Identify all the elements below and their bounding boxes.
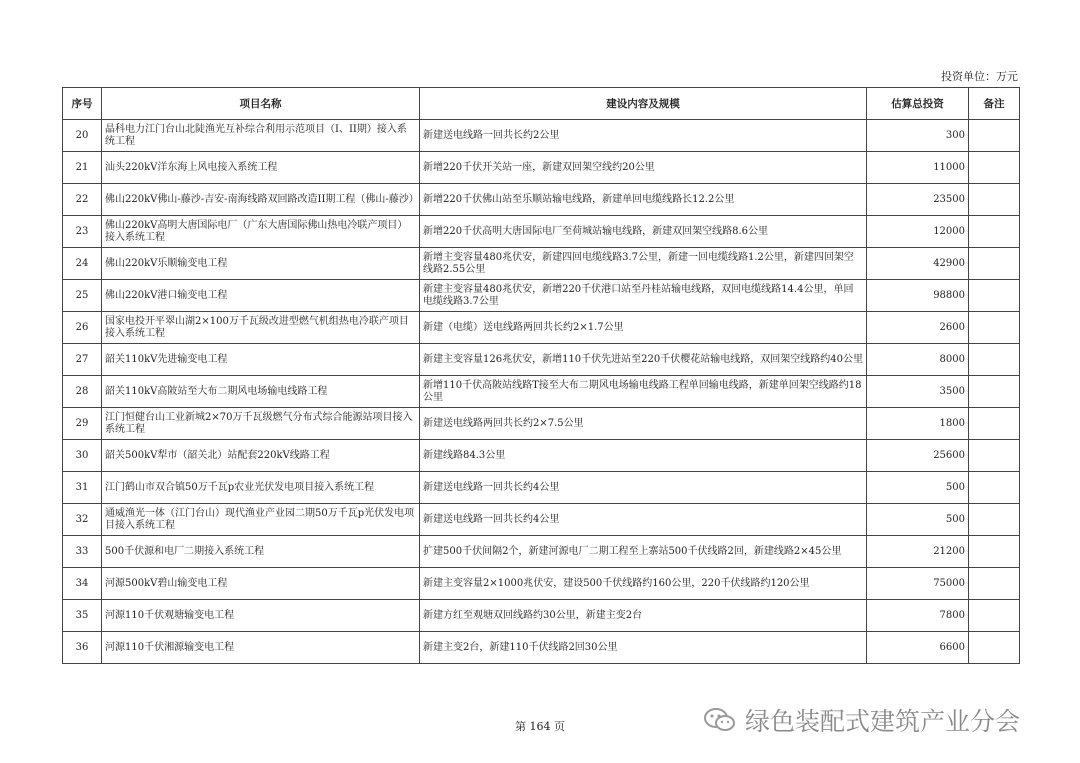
cell-name: 佛山220kV港口输变电工程 — [102, 280, 420, 312]
watermark — [703, 702, 1020, 738]
cell-name: 河源110千伏湘源输变电工程 — [102, 632, 420, 664]
cell-investment: 42900 — [867, 248, 969, 280]
header-investment: 估算总投资 — [867, 88, 969, 120]
cell-no: 33 — [63, 536, 102, 568]
cell-name: 江门鹤山市双合镇50万千瓦p农业光伏发电项目接入系统工程 — [102, 472, 420, 504]
cell-content: 新增220千伏开关站一座，新建双回架空线约20公里 — [420, 152, 867, 184]
cell-remark — [969, 440, 1020, 472]
header-no: 序号 — [63, 88, 102, 120]
table-row — [63, 600, 1020, 632]
cell-no: 31 — [63, 472, 102, 504]
table-row — [63, 248, 1020, 280]
cell-content: 新增110千伏高陂站线路T接至大布二期风电场输电线路工程单回输电线路，新建单回架空线路约18公里 — [420, 376, 867, 408]
cell-content: 新增220千伏高明大唐国际电厂至荷城站输电线路，新建双回架空线路8.6公里 — [420, 216, 867, 248]
cell-remark — [969, 472, 1020, 504]
cell-investment: 7800 — [867, 600, 969, 632]
cell-no: 23 — [63, 216, 102, 248]
cell-name: 500千伏源和电厂二期接入系统工程 — [102, 536, 420, 568]
header-name: 项目名称 — [102, 88, 420, 120]
cell-investment: 2600 — [867, 312, 969, 344]
cell-content: 新建送电线路一回共长约2公里 — [420, 120, 867, 152]
cell-remark — [969, 376, 1020, 408]
cell-content: 新建送电线路两回共长约2×7.5公里 — [420, 408, 867, 440]
cell-investment: 1800 — [867, 408, 969, 440]
cell-no: 29 — [63, 408, 102, 440]
cell-no: 32 — [63, 504, 102, 536]
cell-no: 21 — [63, 152, 102, 184]
cell-no: 24 — [63, 248, 102, 280]
table-row — [63, 120, 1020, 152]
cell-name: 国家电投开平翠山湖2×100万千瓦级改进型燃气机组热电冷联产项目接入系统工程 — [102, 312, 420, 344]
cell-name: 江门恒健台山工业新城2×70万千瓦级燃气分布式综合能源站项目接入系统工程 — [102, 408, 420, 440]
cell-content: 新建送电线路一回共长约4公里 — [420, 472, 867, 504]
cell-remark — [969, 632, 1020, 664]
cell-content: 新建主变容量480兆伏安，新增220千伏港口站至丹桂站输电线路，双回电缆线路14.4公里，单回电缆线路3.7公里 — [420, 280, 867, 312]
cell-content: 新增220千伏佛山站至乐顺站输电线路，新建单回电缆线路长12.2公里 — [420, 184, 867, 216]
cell-investment: 75000 — [867, 568, 969, 600]
cell-content: 新建主变容量126兆伏安，新增110千伏先进站至220千伏樱花站输电线路，双回架空线路约40公里 — [420, 344, 867, 376]
cell-name: 韶关110kV高陂站至大布二期风电场输电线路工程 — [102, 376, 420, 408]
cell-remark — [969, 536, 1020, 568]
wechat-icon — [703, 707, 737, 733]
cell-content: 新建线路84.3公里 — [420, 440, 867, 472]
cell-investment: 500 — [867, 504, 969, 536]
cell-no: 25 — [63, 280, 102, 312]
cell-name: 佛山220kV佛山-藤沙-吉安-南海线路双回路改造II期工程（佛山-藤沙） — [102, 184, 420, 216]
cell-content: 新建主变容量2×1000兆伏安，建设500千伏线路约160公里，220千伏线路约120公里 — [420, 568, 867, 600]
cell-remark — [969, 504, 1020, 536]
cell-name: 河源110千伏观塘输变电工程 — [102, 600, 420, 632]
cell-remark — [969, 216, 1020, 248]
table-row — [63, 216, 1020, 248]
table-row — [63, 376, 1020, 408]
cell-content: 新建主变2台，新建110千伏线路2回30公里 — [420, 632, 867, 664]
header-remark: 备注 — [969, 88, 1020, 120]
table-row — [63, 568, 1020, 600]
page-number: 第 164 页 — [515, 720, 565, 733]
table-row — [63, 632, 1020, 664]
cell-remark — [969, 408, 1020, 440]
cell-investment: 21200 — [867, 536, 969, 568]
cell-investment: 23500 — [867, 184, 969, 216]
cell-no: 26 — [63, 312, 102, 344]
cell-name: 通威渔光一体（江门台山）现代渔业产业园二期50万千瓦p光伏发电项目接入系统工程 — [102, 504, 420, 536]
cell-content: 新建送电线路一回共长约4公里 — [420, 504, 867, 536]
cell-no: 35 — [63, 600, 102, 632]
cell-name: 汕头220kV洋东海上风电接入系统工程 — [102, 152, 420, 184]
table-row — [63, 280, 1020, 312]
table-row — [63, 344, 1020, 376]
header-content: 建设内容及规模 — [420, 88, 867, 120]
cell-investment: 300 — [867, 120, 969, 152]
table-row — [63, 184, 1020, 216]
cell-investment: 12000 — [867, 216, 969, 248]
cell-content: 扩建500千伏间隔2个，新建河源电厂二期工程至上寨站500千伏线路2回，新建线路2×45公里 — [420, 536, 867, 568]
watermark-text: 绿色装配式建筑产业分会 — [745, 707, 1021, 736]
cell-name: 佛山220kV高明大唐国际电厂（广东大唐国际佛山热电冷联产项目）接入系统工程 — [102, 216, 420, 248]
cell-name: 河源500kV碧山输变电工程 — [102, 568, 420, 600]
cell-investment: 98800 — [867, 280, 969, 312]
cell-remark — [969, 280, 1020, 312]
cell-investment: 500 — [867, 472, 969, 504]
project-table — [62, 87, 1020, 664]
cell-no: 20 — [63, 120, 102, 152]
cell-remark — [969, 184, 1020, 216]
cell-remark — [969, 344, 1020, 376]
table-row — [63, 312, 1020, 344]
cell-remark — [969, 152, 1020, 184]
cell-no: 22 — [63, 184, 102, 216]
cell-no: 27 — [63, 344, 102, 376]
cell-investment: 3500 — [867, 376, 969, 408]
cell-remark — [969, 312, 1020, 344]
table-row — [63, 440, 1020, 472]
cell-remark — [969, 600, 1020, 632]
cell-investment: 11000 — [867, 152, 969, 184]
cell-remark — [969, 568, 1020, 600]
cell-investment: 6600 — [867, 632, 969, 664]
table-row — [63, 536, 1020, 568]
table-row — [63, 152, 1020, 184]
table-row — [63, 504, 1020, 536]
cell-content: 新建（电缆）送电线路两回共长约2×1.7公里 — [420, 312, 867, 344]
table-header-row — [63, 88, 1020, 120]
table-row — [63, 408, 1020, 440]
cell-no: 34 — [63, 568, 102, 600]
cell-name: 佛山220kV乐顺输变电工程 — [102, 248, 420, 280]
cell-remark — [969, 120, 1020, 152]
cell-no: 36 — [63, 632, 102, 664]
cell-name: 韶关500kV犁市（韶关北）站配套220kV线路工程 — [102, 440, 420, 472]
investment-unit-label: 投资单位：万元 — [941, 70, 1018, 83]
cell-content: 新建方红至观塘双回线路约30公里，新建主变2台 — [420, 600, 867, 632]
cell-remark — [969, 248, 1020, 280]
table-row — [63, 472, 1020, 504]
table-body — [63, 120, 1020, 664]
cell-content: 新增主变容量480兆伏安，新建四回电缆线路3.7公里，新建一回电缆线路1.2公里，新建四回架空线路2.55公里 — [420, 248, 867, 280]
cell-name: 韶关110kV先进输变电工程 — [102, 344, 420, 376]
cell-no: 30 — [63, 440, 102, 472]
cell-no: 28 — [63, 376, 102, 408]
cell-name: 晶科电力江门台山北陡渔光互补综合利用示范项目（I、II期）接入系统工程 — [102, 120, 420, 152]
cell-investment: 25600 — [867, 440, 969, 472]
cell-investment: 8000 — [867, 344, 969, 376]
